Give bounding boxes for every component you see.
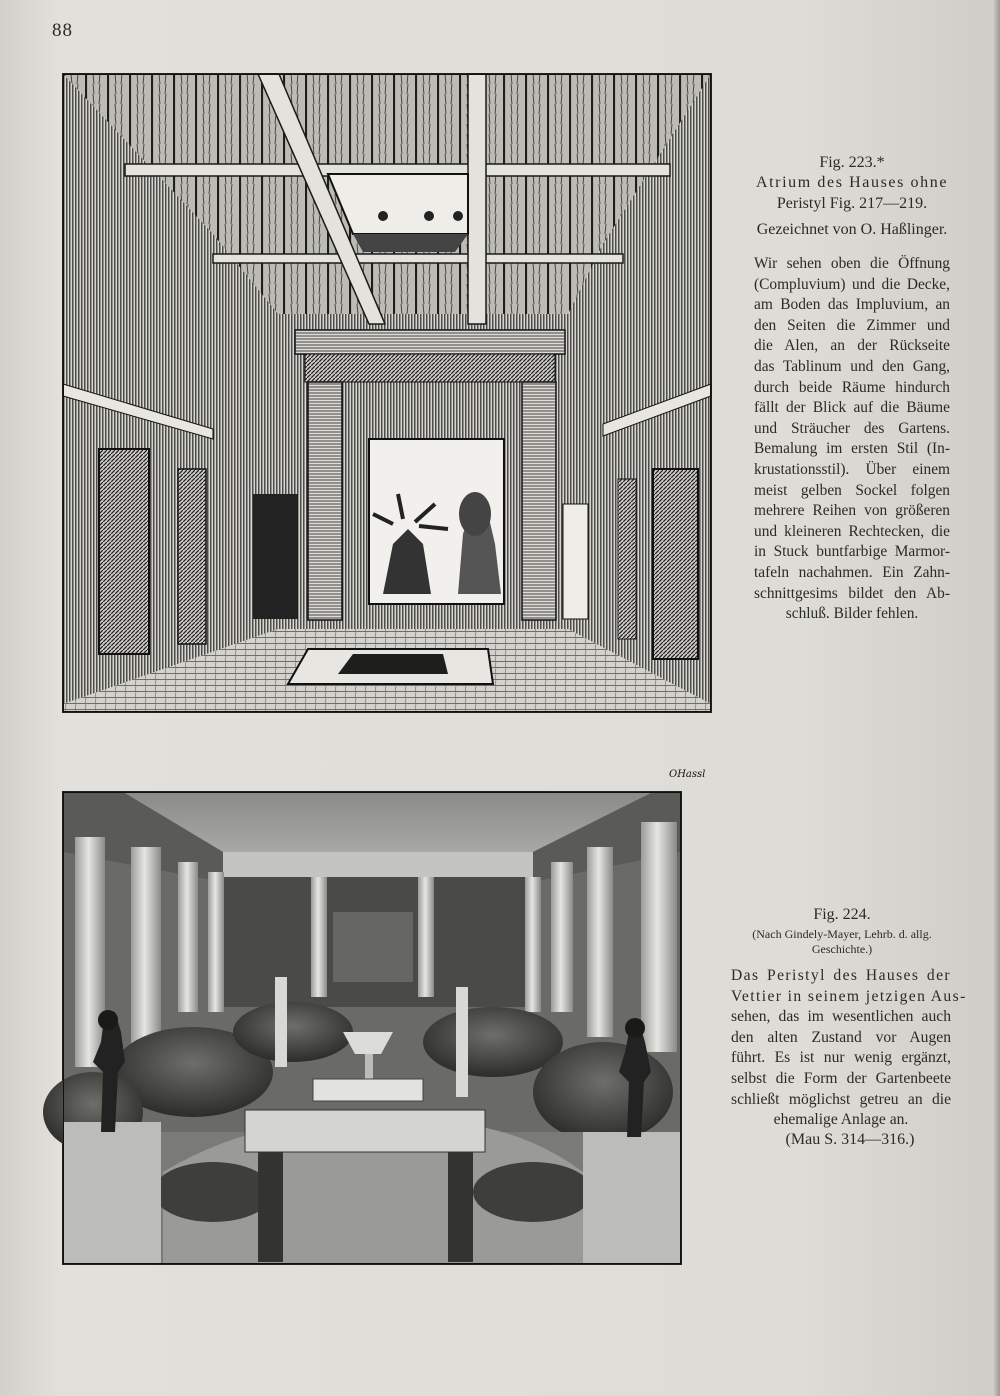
text-line: und Sträucher des Gartens. (754, 419, 950, 437)
figure-224-caption (730, 905, 954, 958)
text-line: Bemalung im ersten Stil (In- (754, 440, 950, 458)
figure-224-label: Fig. 224. (813, 906, 871, 923)
text-line: den alten Zustand vor Augen (731, 1028, 951, 1046)
figure-223-description (754, 254, 950, 625)
atrium-engraving (62, 73, 712, 780)
text-line: Das Peristyl des Hauses der (731, 967, 951, 984)
text-line: fällt der Blick auf die Bäume (754, 399, 950, 417)
text-line: (Compluvium) und die Decke, (754, 275, 950, 293)
text-line: durch beide Räume hindurch (754, 378, 950, 396)
text-line: sehen, das im wesentlichen auch (731, 1008, 951, 1026)
figure-223-credit: Gezeichnet von O. Haßlinger. (756, 220, 948, 238)
text-line: Vettier in seinem jetzigen Aus- (731, 987, 967, 1005)
text-line: tafeln nachahmen. Ein Zahn- (754, 563, 950, 581)
page-number: 88 (52, 20, 73, 41)
figure-223-title-line1: Atrium des Hauses ohne (755, 173, 949, 191)
figure-224-source-line1: (Nach Gindely-Mayer, Lehrb. d. allg. (752, 926, 932, 941)
peristyle-photograph (62, 791, 682, 1265)
artist-signature: OHassl (669, 769, 706, 780)
text-line: schluß. Bilder fehlen. (785, 605, 919, 623)
text-line: schließt möglichst getreu an die (731, 1090, 951, 1108)
figure-224-source-line2: Geschichte.) (811, 942, 873, 957)
figure-223-title-line2: Peristyl Fig. 217—219. (776, 195, 928, 213)
text-line: mehrere Reihen von größeren (754, 502, 950, 520)
text-line: das Tablinum und den Gang, (754, 357, 950, 375)
text-line: und kleineren Rechtecken, die (754, 522, 950, 540)
text-line: ehemalige Anlage an. (773, 1111, 909, 1129)
text-line: die Alen, an der Rückseite (754, 337, 950, 355)
text-line: führt. Es ist nur wenig ergänzt, (731, 1049, 951, 1067)
page-edge (994, 0, 1000, 1396)
text-line: den Seiten die Zimmer und (754, 316, 950, 334)
figure-224-reference: (Mau S. 314—316.) (785, 1131, 915, 1148)
text-line: am Boden das Impluvium, an (754, 296, 950, 314)
text-line: selbst die Form der Gartenbeete (731, 1069, 951, 1087)
text-line: Wir sehen oben die Öffnung (754, 255, 950, 272)
figure-223-caption (752, 153, 952, 239)
text-line: meist gelben Sockel folgen (754, 481, 950, 499)
figure-224-description (731, 966, 967, 1131)
text-line: in Stuck buntfarbige Marmor- (754, 543, 950, 561)
text-line: schnittgesims bildet den Ab- (754, 584, 950, 602)
figure-223-label: Fig. 223.* (819, 154, 885, 171)
text-line: krustationsstil). Über einem (754, 460, 950, 478)
